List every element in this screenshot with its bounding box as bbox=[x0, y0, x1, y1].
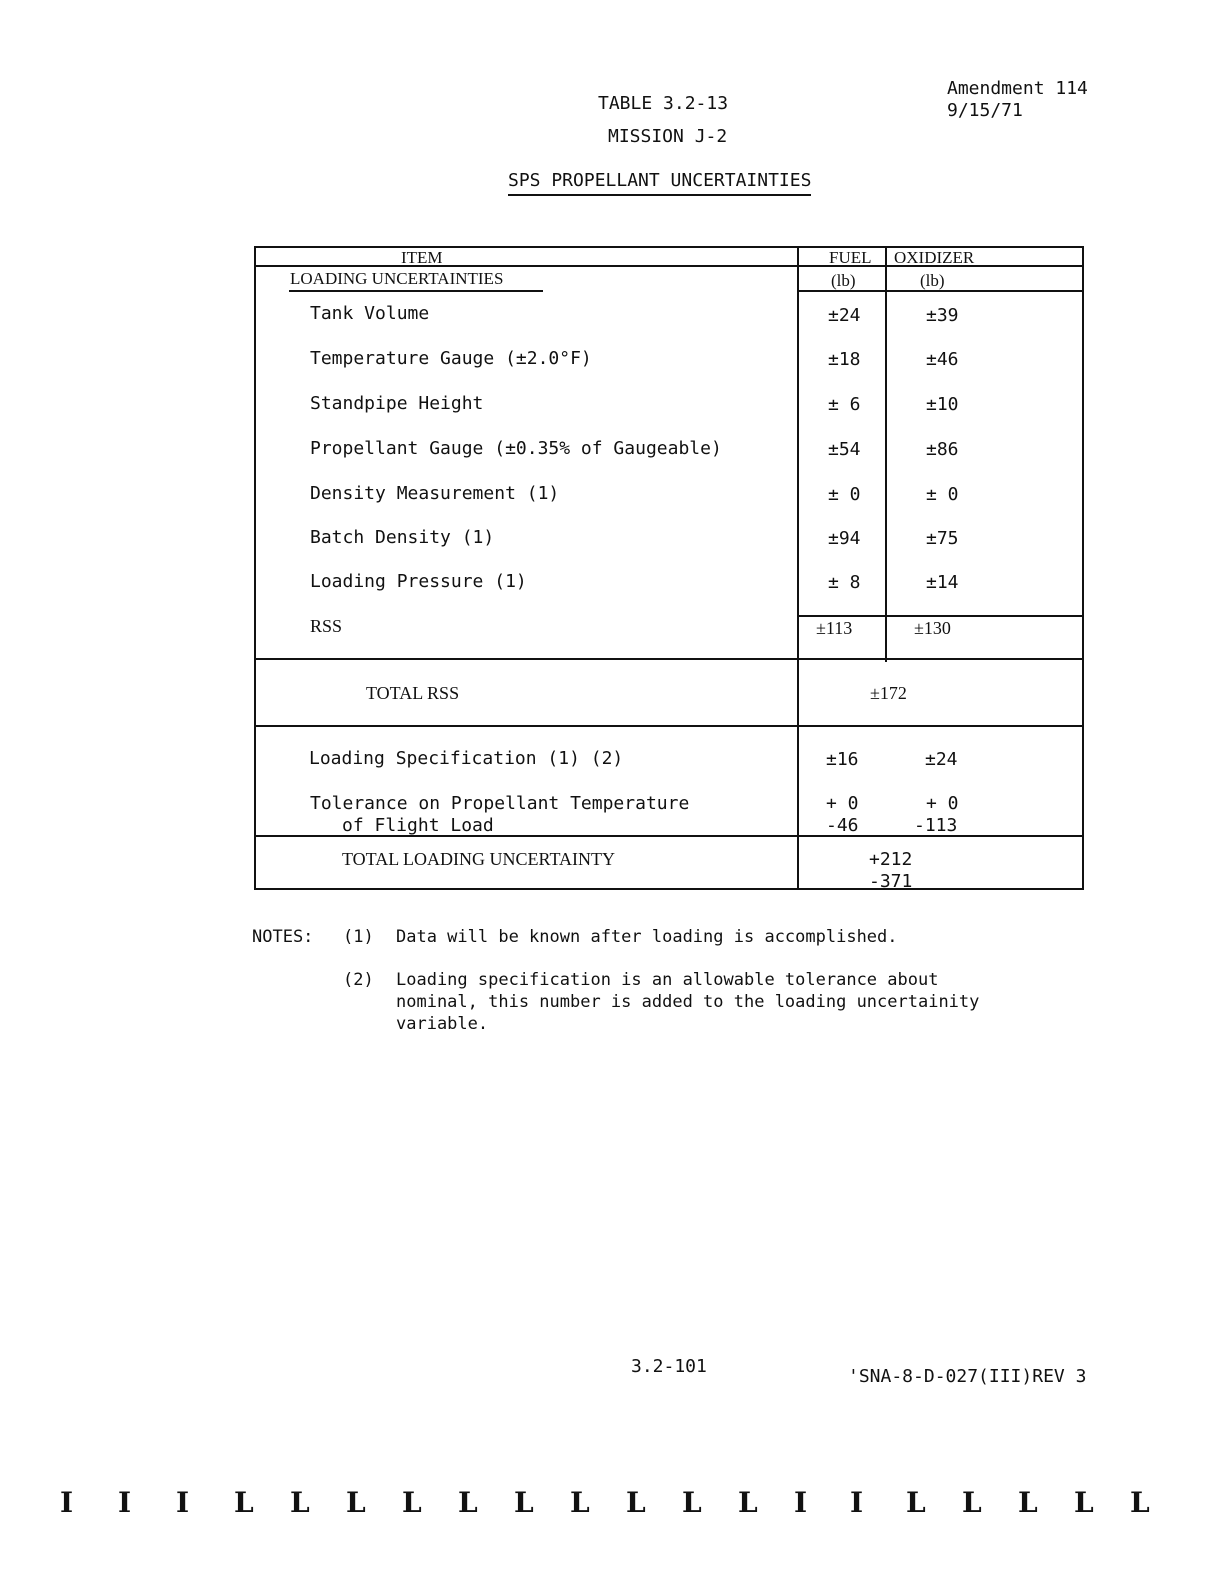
oxidizer-column-line bbox=[885, 248, 887, 662]
row-oxidizer: ±86 bbox=[926, 439, 959, 460]
edge-mark: L bbox=[570, 1486, 590, 1519]
oxidizer-unit: (lb) bbox=[920, 271, 945, 290]
notes-label: NOTES: bbox=[252, 927, 314, 947]
loading-spec-oxidizer: ±24 bbox=[925, 749, 958, 770]
section-underline bbox=[289, 290, 543, 292]
row-fuel: ±54 bbox=[828, 439, 861, 460]
edge-mark: L bbox=[738, 1486, 758, 1519]
column-header-item: ITEM bbox=[401, 248, 443, 267]
total-rss-bottom-divider bbox=[256, 725, 1082, 727]
tolerance-fuel-plus: + 0 bbox=[826, 793, 859, 814]
edge-mark: L bbox=[346, 1486, 366, 1519]
row-item: Propellant Gauge (±0.35% of Gaugeable) bbox=[310, 438, 722, 459]
total-rss-value: ±172 bbox=[870, 683, 907, 703]
edge-mark: I bbox=[850, 1486, 864, 1519]
note-1-number: (1) bbox=[343, 927, 374, 947]
loading-spec-label: Loading Specification (1) (2) bbox=[309, 748, 624, 769]
column-header-fuel: FUEL bbox=[829, 248, 872, 267]
row-item: Loading Pressure (1) bbox=[310, 571, 527, 592]
edge-mark: L bbox=[906, 1486, 926, 1519]
row-item: Batch Density (1) bbox=[310, 527, 495, 548]
note-1-text: Data will be known after loading is accomplished. bbox=[396, 927, 898, 947]
uncertainty-table bbox=[254, 246, 1084, 890]
note-2-text bbox=[396, 969, 979, 1035]
rss-divider bbox=[797, 615, 1082, 617]
amendment-date: 9/15/71 bbox=[947, 100, 1023, 121]
document-id: 'SNA-8-D-027(III)REV 3 bbox=[848, 1366, 1087, 1387]
row-fuel: ±24 bbox=[828, 305, 861, 326]
edge-mark: I bbox=[60, 1486, 74, 1519]
note-2-line: Loading specification is an allowable tolerance about bbox=[396, 970, 939, 990]
rss-oxidizer: ±130 bbox=[914, 618, 951, 638]
row-oxidizer: ±39 bbox=[926, 305, 959, 326]
tolerance-label-line1: Tolerance on Propellant Temperature bbox=[310, 793, 690, 814]
total-rss-label: TOTAL RSS bbox=[366, 683, 460, 703]
edge-mark: L bbox=[290, 1486, 310, 1519]
note-2-number: (2) bbox=[343, 970, 374, 990]
row-item: Tank Volume bbox=[310, 303, 430, 324]
tolerance-oxidizer-minus: -113 bbox=[914, 815, 958, 836]
edge-mark: L bbox=[1018, 1486, 1038, 1519]
row-oxidizer: ±75 bbox=[926, 528, 959, 549]
edge-mark: L bbox=[234, 1486, 254, 1519]
amendment-block bbox=[947, 78, 1088, 122]
row-fuel: ±18 bbox=[828, 349, 861, 370]
edge-mark: L bbox=[402, 1486, 422, 1519]
row-fuel: ± 8 bbox=[828, 572, 861, 593]
row-fuel: ±94 bbox=[828, 528, 861, 549]
rss-label: RSS bbox=[310, 616, 343, 636]
edge-mark: I bbox=[794, 1486, 808, 1519]
edge-mark: L bbox=[626, 1486, 646, 1519]
loading-spec-fuel: ±16 bbox=[826, 749, 859, 770]
page-title: SPS PROPELLANT UNCERTAINTIES bbox=[508, 170, 811, 196]
tolerance-label-line2: of Flight Load bbox=[342, 815, 494, 836]
note-2-line: variable. bbox=[396, 1014, 489, 1034]
edge-mark: L bbox=[1130, 1486, 1150, 1519]
edge-mark: L bbox=[962, 1486, 982, 1519]
total-loading-label: TOTAL LOADING UNCERTAINTY bbox=[342, 849, 615, 869]
fuel-column-line bbox=[797, 248, 799, 888]
row-oxidizer: ±14 bbox=[926, 572, 959, 593]
row-item: Temperature Gauge (±2.0°F) bbox=[310, 348, 592, 369]
row-item: Standpipe Height bbox=[310, 393, 484, 414]
row-oxidizer: ± 0 bbox=[926, 484, 959, 505]
fuel-unit: (lb) bbox=[831, 271, 856, 290]
note-2-line: nominal, this number is added to the loading uncertainity bbox=[396, 992, 980, 1012]
total-rss-top-divider bbox=[256, 658, 1082, 660]
edge-mark: L bbox=[514, 1486, 534, 1519]
edge-mark: L bbox=[458, 1486, 478, 1519]
edge-mark: I bbox=[118, 1486, 132, 1519]
row-fuel: ± 6 bbox=[828, 394, 861, 415]
edge-mark: L bbox=[1074, 1486, 1094, 1519]
row-fuel: ± 0 bbox=[828, 484, 861, 505]
section-heading: LOADING UNCERTAINTIES bbox=[290, 269, 504, 288]
total-loading-plus: +212 bbox=[869, 849, 913, 870]
row-item: Density Measurement (1) bbox=[310, 483, 560, 504]
row-oxidizer: ±46 bbox=[926, 349, 959, 370]
edge-marks-strip bbox=[60, 1486, 1160, 1520]
edge-mark: I bbox=[176, 1486, 190, 1519]
total-loading-minus: -371 bbox=[869, 871, 913, 892]
edge-mark: L bbox=[682, 1486, 702, 1519]
row-oxidizer: ±10 bbox=[926, 394, 959, 415]
tolerance-fuel-minus: -46 bbox=[826, 815, 859, 836]
tolerance-oxidizer-plus: + 0 bbox=[926, 793, 959, 814]
amendment-number: Amendment 114 bbox=[947, 78, 1088, 99]
page-number: 3.2-101 bbox=[631, 1356, 707, 1377]
mission-title: MISSION J-2 bbox=[608, 126, 728, 147]
table-number: TABLE 3.2-13 bbox=[598, 93, 729, 114]
column-header-oxidizer: OXIDIZER bbox=[894, 248, 975, 267]
rss-fuel: ±113 bbox=[816, 618, 853, 638]
